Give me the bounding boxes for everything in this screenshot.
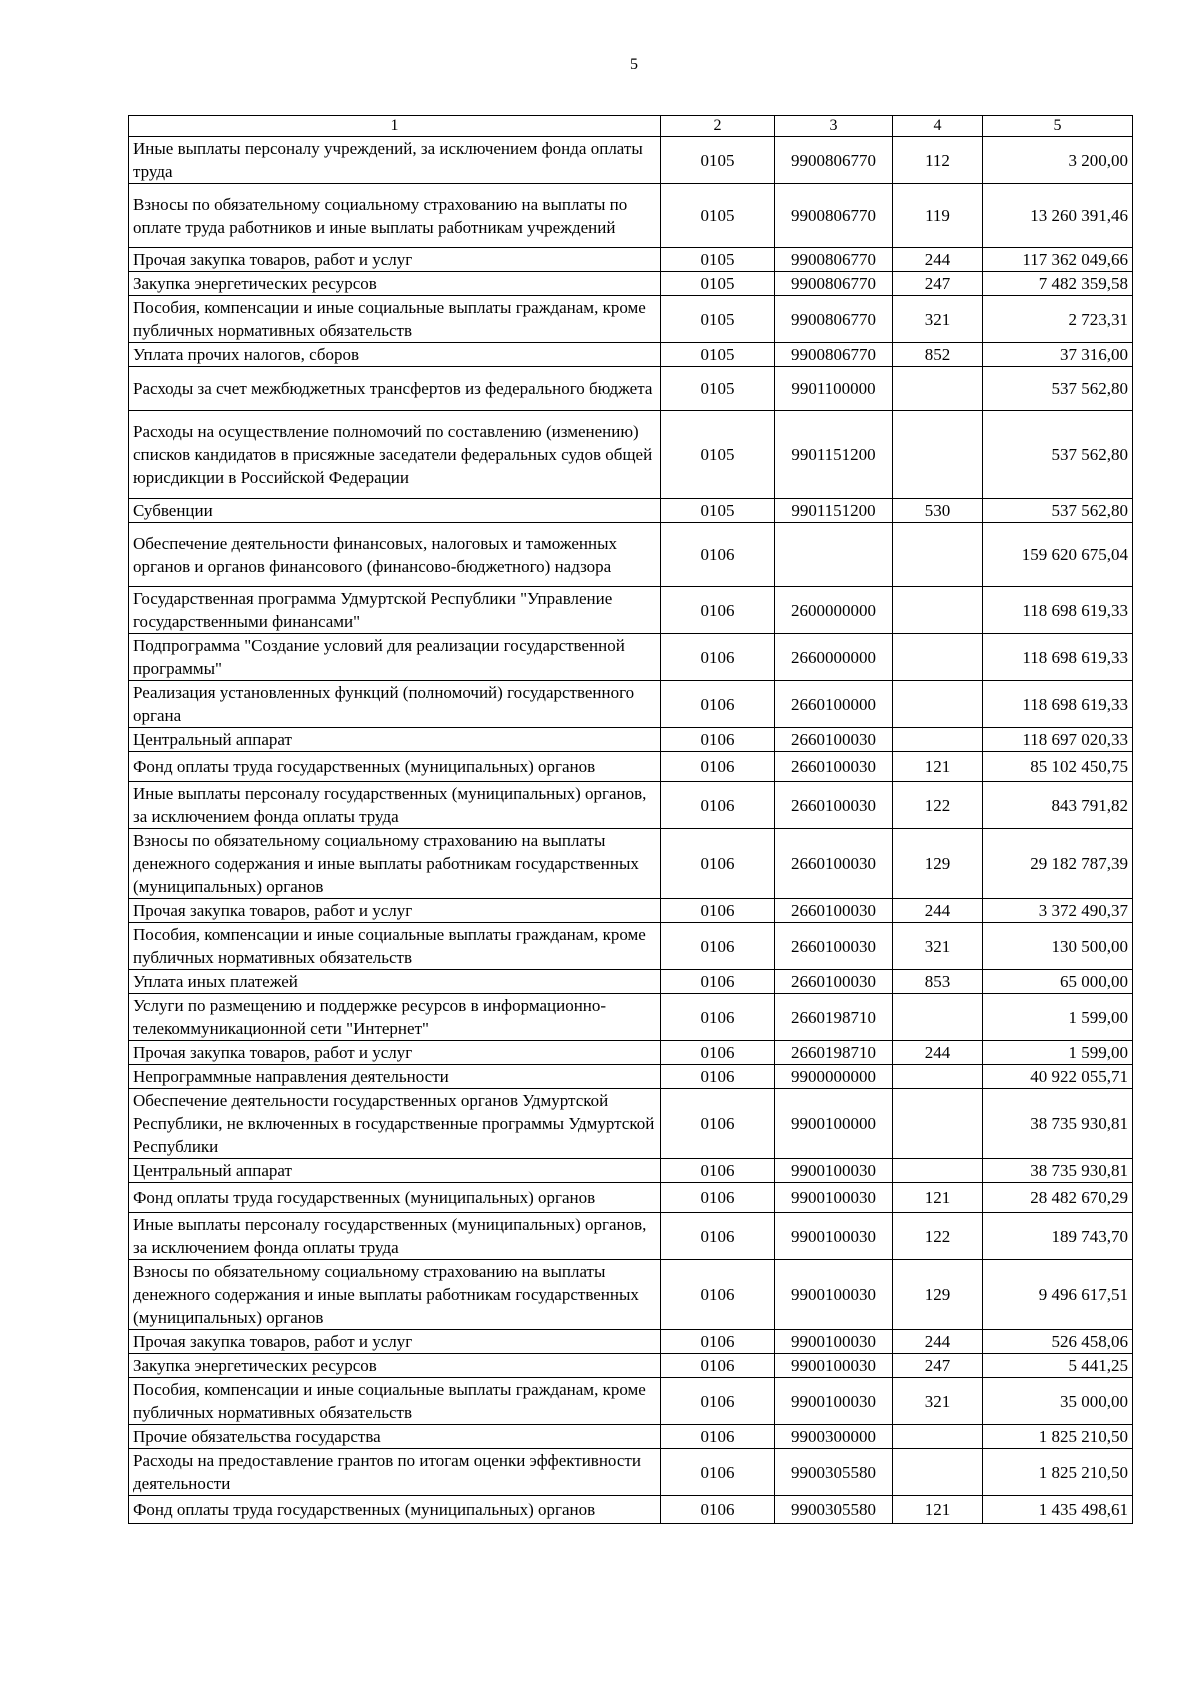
row-section: 0106	[661, 1354, 775, 1378]
row-target-code: 2660100030	[775, 752, 893, 782]
row-amount: 117 362 049,66	[983, 248, 1133, 272]
table-row	[129, 1213, 1133, 1260]
row-expense-type: 530	[893, 499, 983, 523]
row-amount: 1 599,00	[983, 1041, 1133, 1065]
row-expense-type: 129	[893, 1260, 983, 1330]
row-name: Расходы за счет межбюджетных трансфертов из федерального бюджета	[129, 367, 661, 411]
row-section: 0106	[661, 634, 775, 681]
row-expense-type	[893, 1065, 983, 1089]
row-amount: 843 791,82	[983, 782, 1133, 829]
table-row	[129, 1183, 1133, 1213]
row-target-code: 9900806770	[775, 296, 893, 343]
row-amount: 526 458,06	[983, 1330, 1133, 1354]
row-expense-type	[893, 728, 983, 752]
row-amount: 85 102 450,75	[983, 752, 1133, 782]
row-expense-type: 321	[893, 1378, 983, 1425]
row-section: 0106	[661, 994, 775, 1041]
row-name: Прочие обязательства государства	[129, 1425, 661, 1449]
row-amount: 13 260 391,46	[983, 184, 1133, 248]
table-row	[129, 248, 1133, 272]
column-header: 1	[129, 116, 661, 137]
row-amount: 38 735 930,81	[983, 1159, 1133, 1183]
table-row	[129, 1260, 1133, 1330]
table-row	[129, 367, 1133, 411]
row-amount: 35 000,00	[983, 1378, 1133, 1425]
table-row	[129, 1330, 1133, 1354]
row-name: Взносы по обязательному социальному страхованию на выплаты денежного содержания и иные выплаты работникам государственных (муниципальных) органов	[129, 829, 661, 899]
row-target-code: 9901100000	[775, 367, 893, 411]
row-name: Расходы на предоставление грантов по итогам оценки эффективности деятельности	[129, 1449, 661, 1496]
row-section: 0105	[661, 367, 775, 411]
row-amount: 38 735 930,81	[983, 1089, 1133, 1159]
row-section: 0106	[661, 829, 775, 899]
row-section: 0106	[661, 1159, 775, 1183]
table-row	[129, 728, 1133, 752]
row-name: Пособия, компенсации и иные социальные выплаты гражданам, кроме публичных нормативных обязательств	[129, 1378, 661, 1425]
row-section: 0106	[661, 899, 775, 923]
table-row	[129, 634, 1133, 681]
row-name: Фонд оплаты труда государственных (муниципальных) органов	[129, 752, 661, 782]
row-amount: 37 316,00	[983, 343, 1133, 367]
row-amount: 7 482 359,58	[983, 272, 1133, 296]
row-amount: 9 496 617,51	[983, 1260, 1133, 1330]
row-expense-type	[893, 1425, 983, 1449]
row-target-code: 9900100030	[775, 1183, 893, 1213]
row-section: 0105	[661, 248, 775, 272]
row-expense-type	[893, 367, 983, 411]
row-name: Реализация установленных функций (полномочий) государственного органа	[129, 681, 661, 728]
row-target-code: 9900100000	[775, 1089, 893, 1159]
table-row	[129, 1425, 1133, 1449]
row-expense-type: 321	[893, 296, 983, 343]
table-row	[129, 970, 1133, 994]
header-row	[129, 116, 1133, 137]
row-section: 0106	[661, 1330, 775, 1354]
table-row	[129, 587, 1133, 634]
row-amount: 3 372 490,37	[983, 899, 1133, 923]
row-section: 0106	[661, 1213, 775, 1260]
row-target-code: 9900806770	[775, 248, 893, 272]
row-amount: 537 562,80	[983, 411, 1133, 499]
row-target-code: 9900305580	[775, 1449, 893, 1496]
row-expense-type: 129	[893, 829, 983, 899]
table-row	[129, 499, 1133, 523]
row-name: Прочая закупка товаров, работ и услуг	[129, 1041, 661, 1065]
table-row	[129, 184, 1133, 248]
row-amount: 28 482 670,29	[983, 1183, 1133, 1213]
table-row	[129, 1496, 1133, 1524]
row-target-code: 2660100030	[775, 728, 893, 752]
table-row	[129, 137, 1133, 184]
row-section: 0106	[661, 1449, 775, 1496]
row-expense-type	[893, 1159, 983, 1183]
row-name: Уплата иных платежей	[129, 970, 661, 994]
row-name: Обеспечение деятельности финансовых, налоговых и таможенных органов и органов финансового (финансово-бюджетного) надзора	[129, 523, 661, 587]
row-expense-type: 121	[893, 1183, 983, 1213]
table-row	[129, 1449, 1133, 1496]
row-target-code: 9900300000	[775, 1425, 893, 1449]
row-section: 0106	[661, 1260, 775, 1330]
row-target-code: 9900100030	[775, 1378, 893, 1425]
row-expense-type: 244	[893, 1041, 983, 1065]
row-section: 0106	[661, 523, 775, 587]
row-amount: 537 562,80	[983, 367, 1133, 411]
table-row	[129, 1065, 1133, 1089]
row-target-code: 9900100030	[775, 1354, 893, 1378]
row-expense-type: 853	[893, 970, 983, 994]
row-target-code: 2660100030	[775, 970, 893, 994]
row-target-code: 2660100000	[775, 681, 893, 728]
table-row	[129, 1354, 1133, 1378]
row-name: Обеспечение деятельности государственных органов Удмуртской Республики, не включенных в государственные программы Удмуртской Республики	[129, 1089, 661, 1159]
row-section: 0105	[661, 296, 775, 343]
row-expense-type: 121	[893, 1496, 983, 1524]
row-name: Центральный аппарат	[129, 1159, 661, 1183]
row-expense-type	[893, 1449, 983, 1496]
row-expense-type: 247	[893, 1354, 983, 1378]
row-target-code: 9900000000	[775, 1065, 893, 1089]
row-section: 0106	[661, 1183, 775, 1213]
table-body	[129, 137, 1133, 1524]
row-name: Пособия, компенсации и иные социальные выплаты гражданам, кроме публичных нормативных обязательств	[129, 923, 661, 970]
row-section: 0106	[661, 1496, 775, 1524]
row-amount: 3 200,00	[983, 137, 1133, 184]
row-section: 0105	[661, 411, 775, 499]
row-amount: 118 697 020,33	[983, 728, 1133, 752]
row-section: 0106	[661, 681, 775, 728]
row-name: Уплата прочих налогов, сборов	[129, 343, 661, 367]
row-section: 0106	[661, 1041, 775, 1065]
column-header: 3	[775, 116, 893, 137]
row-section: 0105	[661, 137, 775, 184]
row-expense-type	[893, 587, 983, 634]
row-name: Взносы по обязательному социальному страхованию на выплаты по оплате труда работников и иные выплаты работникам учреждений	[129, 184, 661, 248]
table-row	[129, 899, 1133, 923]
table-row	[129, 681, 1133, 728]
row-expense-type: 321	[893, 923, 983, 970]
table-row	[129, 1378, 1133, 1425]
table-row	[129, 1089, 1133, 1159]
row-expense-type: 121	[893, 752, 983, 782]
row-name: Подпрограмма "Создание условий для реализации государственной программы"	[129, 634, 661, 681]
row-name: Субвенции	[129, 499, 661, 523]
row-section: 0106	[661, 587, 775, 634]
row-amount: 130 500,00	[983, 923, 1133, 970]
row-amount: 1 435 498,61	[983, 1496, 1133, 1524]
row-expense-type	[893, 411, 983, 499]
row-section: 0105	[661, 184, 775, 248]
table-row	[129, 829, 1133, 899]
row-target-code: 9900806770	[775, 184, 893, 248]
row-target-code: 2660100030	[775, 829, 893, 899]
row-target-code	[775, 523, 893, 587]
row-section: 0106	[661, 728, 775, 752]
row-target-code: 2660000000	[775, 634, 893, 681]
row-target-code: 9900305580	[775, 1496, 893, 1524]
budget-table	[128, 115, 1133, 1524]
row-amount: 537 562,80	[983, 499, 1133, 523]
row-expense-type	[893, 681, 983, 728]
row-name: Пособия, компенсации и иные социальные выплаты гражданам, кроме публичных нормативных обязательств	[129, 296, 661, 343]
row-expense-type: 122	[893, 782, 983, 829]
table-row	[129, 523, 1133, 587]
row-name: Прочая закупка товаров, работ и услуг	[129, 899, 661, 923]
table-row	[129, 411, 1133, 499]
row-name: Фонд оплаты труда государственных (муниципальных) органов	[129, 1183, 661, 1213]
row-target-code: 2660100030	[775, 899, 893, 923]
row-expense-type: 852	[893, 343, 983, 367]
table-row	[129, 752, 1133, 782]
row-section: 0106	[661, 1378, 775, 1425]
row-amount: 1 825 210,50	[983, 1449, 1133, 1496]
row-target-code: 9900806770	[775, 137, 893, 184]
row-target-code: 2660100030	[775, 782, 893, 829]
row-expense-type: 244	[893, 1330, 983, 1354]
row-expense-type	[893, 994, 983, 1041]
column-header: 5	[983, 116, 1133, 137]
row-target-code: 2660198710	[775, 994, 893, 1041]
table-row	[129, 1159, 1133, 1183]
column-header: 2	[661, 116, 775, 137]
row-section: 0105	[661, 499, 775, 523]
row-section: 0106	[661, 1089, 775, 1159]
row-name: Прочая закупка товаров, работ и услуг	[129, 1330, 661, 1354]
row-name: Закупка энергетических ресурсов	[129, 272, 661, 296]
row-name: Иные выплаты персоналу государственных (муниципальных) органов, за исключением фонда оплаты труда	[129, 782, 661, 829]
table-row	[129, 782, 1133, 829]
row-name: Государственная программа Удмуртской Республики "Управление государственными финансами"	[129, 587, 661, 634]
row-section: 0106	[661, 782, 775, 829]
row-name: Взносы по обязательному социальному страхованию на выплаты денежного содержания и иные выплаты работникам государственных (муниципальных) органов	[129, 1260, 661, 1330]
row-target-code: 9901151200	[775, 499, 893, 523]
row-amount: 2 723,31	[983, 296, 1133, 343]
row-target-code: 9900100030	[775, 1330, 893, 1354]
row-expense-type: 244	[893, 899, 983, 923]
row-section: 0106	[661, 923, 775, 970]
row-amount: 189 743,70	[983, 1213, 1133, 1260]
row-amount: 65 000,00	[983, 970, 1133, 994]
table-row	[129, 343, 1133, 367]
row-amount: 118 698 619,33	[983, 587, 1133, 634]
row-target-code: 9900100030	[775, 1159, 893, 1183]
row-expense-type: 119	[893, 184, 983, 248]
row-name: Фонд оплаты труда государственных (муниципальных) органов	[129, 1496, 661, 1524]
row-name: Иные выплаты персоналу учреждений, за исключением фонда оплаты труда	[129, 137, 661, 184]
row-target-code: 2660100030	[775, 923, 893, 970]
row-expense-type	[893, 1089, 983, 1159]
page-number: 5	[630, 56, 638, 73]
row-section: 0106	[661, 1425, 775, 1449]
row-name: Услуги по размещению и поддержке ресурсов в информационно-телекоммуникационной сети "Интернет"	[129, 994, 661, 1041]
table-row	[129, 272, 1133, 296]
row-amount: 29 182 787,39	[983, 829, 1133, 899]
row-amount: 159 620 675,04	[983, 523, 1133, 587]
row-target-code: 9900100030	[775, 1260, 893, 1330]
row-target-code: 2660198710	[775, 1041, 893, 1065]
table-row	[129, 296, 1133, 343]
row-expense-type: 247	[893, 272, 983, 296]
table-row	[129, 994, 1133, 1041]
row-name: Иные выплаты персоналу государственных (муниципальных) органов, за исключением фонда оплаты труда	[129, 1213, 661, 1260]
row-section: 0106	[661, 970, 775, 994]
row-amount: 1 825 210,50	[983, 1425, 1133, 1449]
row-name: Расходы на осуществление полномочий по составлению (изменению) списков кандидатов в присяжные заседатели федеральных судов общей юрисдикции в Российской Федерации	[129, 411, 661, 499]
row-section: 0106	[661, 752, 775, 782]
row-name: Закупка энергетических ресурсов	[129, 1354, 661, 1378]
row-target-code: 9901151200	[775, 411, 893, 499]
row-expense-type	[893, 634, 983, 681]
row-target-code: 9900100030	[775, 1213, 893, 1260]
row-expense-type: 122	[893, 1213, 983, 1260]
row-target-code: 2600000000	[775, 587, 893, 634]
row-name: Непрограммные направления деятельности	[129, 1065, 661, 1089]
row-expense-type	[893, 523, 983, 587]
row-name: Центральный аппарат	[129, 728, 661, 752]
row-section: 0105	[661, 343, 775, 367]
row-target-code: 9900806770	[775, 343, 893, 367]
table-row	[129, 1041, 1133, 1065]
row-amount: 5 441,25	[983, 1354, 1133, 1378]
row-amount: 1 599,00	[983, 994, 1133, 1041]
row-section: 0105	[661, 272, 775, 296]
table-row	[129, 923, 1133, 970]
row-amount: 118 698 619,33	[983, 681, 1133, 728]
row-amount: 118 698 619,33	[983, 634, 1133, 681]
column-header: 4	[893, 116, 983, 137]
row-expense-type: 244	[893, 248, 983, 272]
row-section: 0106	[661, 1065, 775, 1089]
row-expense-type: 112	[893, 137, 983, 184]
row-target-code: 9900806770	[775, 272, 893, 296]
row-amount: 40 922 055,71	[983, 1065, 1133, 1089]
row-name: Прочая закупка товаров, работ и услуг	[129, 248, 661, 272]
